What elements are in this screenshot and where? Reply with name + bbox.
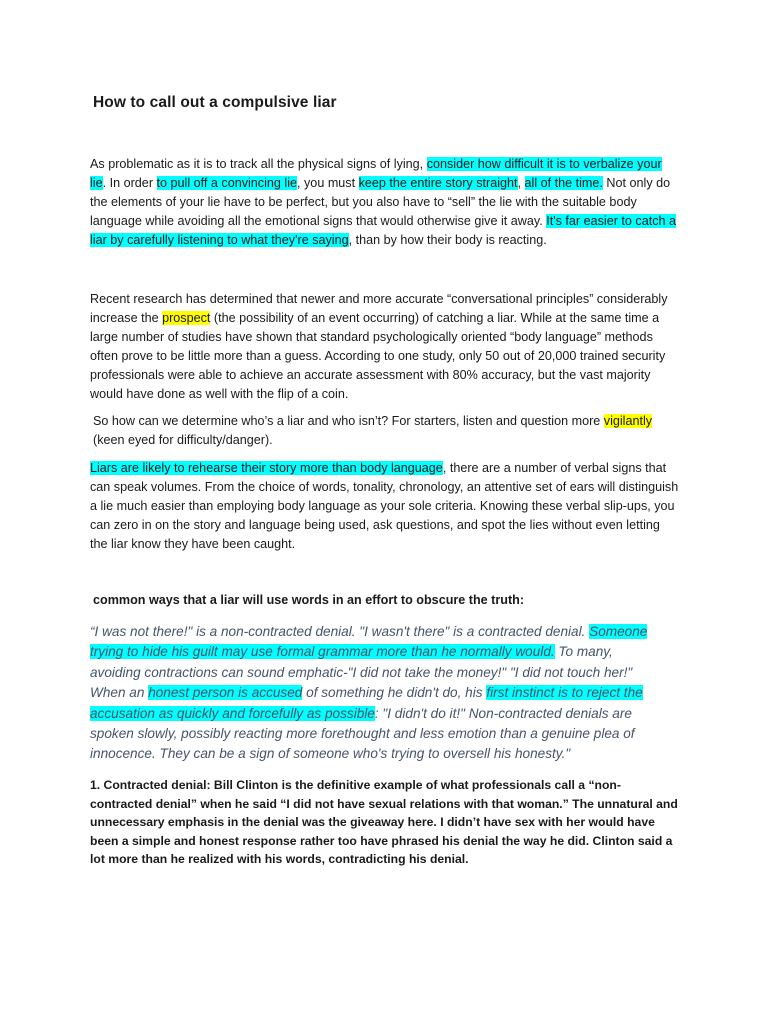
text-run: So how can we determine who’s a liar and who isn’t? For starters, listen and question more [93,414,604,428]
highlighted-text: Liars are likely to rehearse their story more than body language [90,461,443,475]
highlighted-text: prospect [162,310,211,325]
highlighted-text: consider how difficult it is to verbalize your lie [90,157,662,190]
highlighted-text: first instinct is to reject the accusation as quickly and forcefully as possible [90,685,643,721]
text-run: , [517,175,525,190]
text-run: . In order [102,175,157,190]
highlighted-text: It's far easier to catch a liar by carefully listening to what they're saying [90,213,677,247]
text-run: : "I didn't do it!" Non-contracted denials are spoken slowly, possibly reacting more forethought and less emotion than a genuine plea of innocence. They can be a sign of someone who's trying to oversell his honesty." [90,705,635,762]
document-title: How to call out a compulsive liar [93,94,337,111]
text-run: To many, avoiding contractions can sound emphatic-"I did not take the money!" "I did not touch her!" When an [90,644,633,701]
text-run: , there are a number of verbal signs that can speak volumes. From the choice of words, tonality, chronology, an attentive set of ears will distinguish a lie much easier than employing body language as your sole criteria. Knowing these verbal slip-ups, you can zero in on the story and language being used, ask questions, and spot the lies without even letting the liar know they have been caught. [90,461,679,551]
text-run: (the possibility of an event occurring) of catching a liar. While at the same time a large number of studies have shown that standard psychologically oriented “body language” methods often prove to be little more than a guess. According to one study, only 50 out of 20,000 trained security professionals were able to achieve an accurate assessment with 80% accuracy, but the vast majority would have done as well with the flip of a coin. [90,310,666,401]
text-run: As problematic as it is to track all the physical signs of lying, [90,157,427,171]
text-run: , than by how their body is reacting. [348,232,547,247]
paragraph-research [90,290,680,403]
highlighted-text: all of the time. [524,175,603,190]
highlighted-text: keep the entire story straight [358,175,518,190]
text-run: (keen eyed for difficulty/danger). [93,432,273,447]
highlighted-text: honest person is accused [148,685,303,701]
text-run: 1. Contracted denial: Bill Clinton is the definitive example of what professionals call a “non-contracted denial” when he said “I did not have sexual relations with that woman.” The unnatural and unnecessary emphasis in the denial was the giveaway here. I didn’t have sex with her would have been a simple and honest response rather too have phrased his denial the way he did. Clinton said a lot more than he realized with his words, contradicting his denial. [90,778,678,867]
paragraph-contracted-denial [90,776,680,869]
highlighted-text: to pull off a convincing lie [156,175,298,190]
text-run: Not only do the elements of your lie have to be perfect, but you also have to “sell” the lie with the suitable body language while avoiding all the emotional signs that would otherwise give it away. [90,175,671,228]
text-run: Recent research has determined that newer and more accurate “conversational principles” considerably increase the [90,292,668,325]
quoted-passage [90,622,665,765]
text-run: “I was not there!" is a non-contracted denial. "I wasn't there" is a contracted denial. [90,624,590,639]
text-run: , you must [297,175,359,190]
paragraph-verbal-signs [90,459,680,554]
paragraph-intro [90,155,680,250]
paragraph-question [93,412,683,450]
section-subheading: common ways that a liar will use words in an effort to obscure the truth: [93,593,525,607]
highlighted-text: Someone trying to hide his guilt may use formal grammar more than he normally would. [90,624,648,660]
text-run: of something he didn't do, his [302,685,487,701]
highlighted-text: vigilantly [603,414,653,428]
